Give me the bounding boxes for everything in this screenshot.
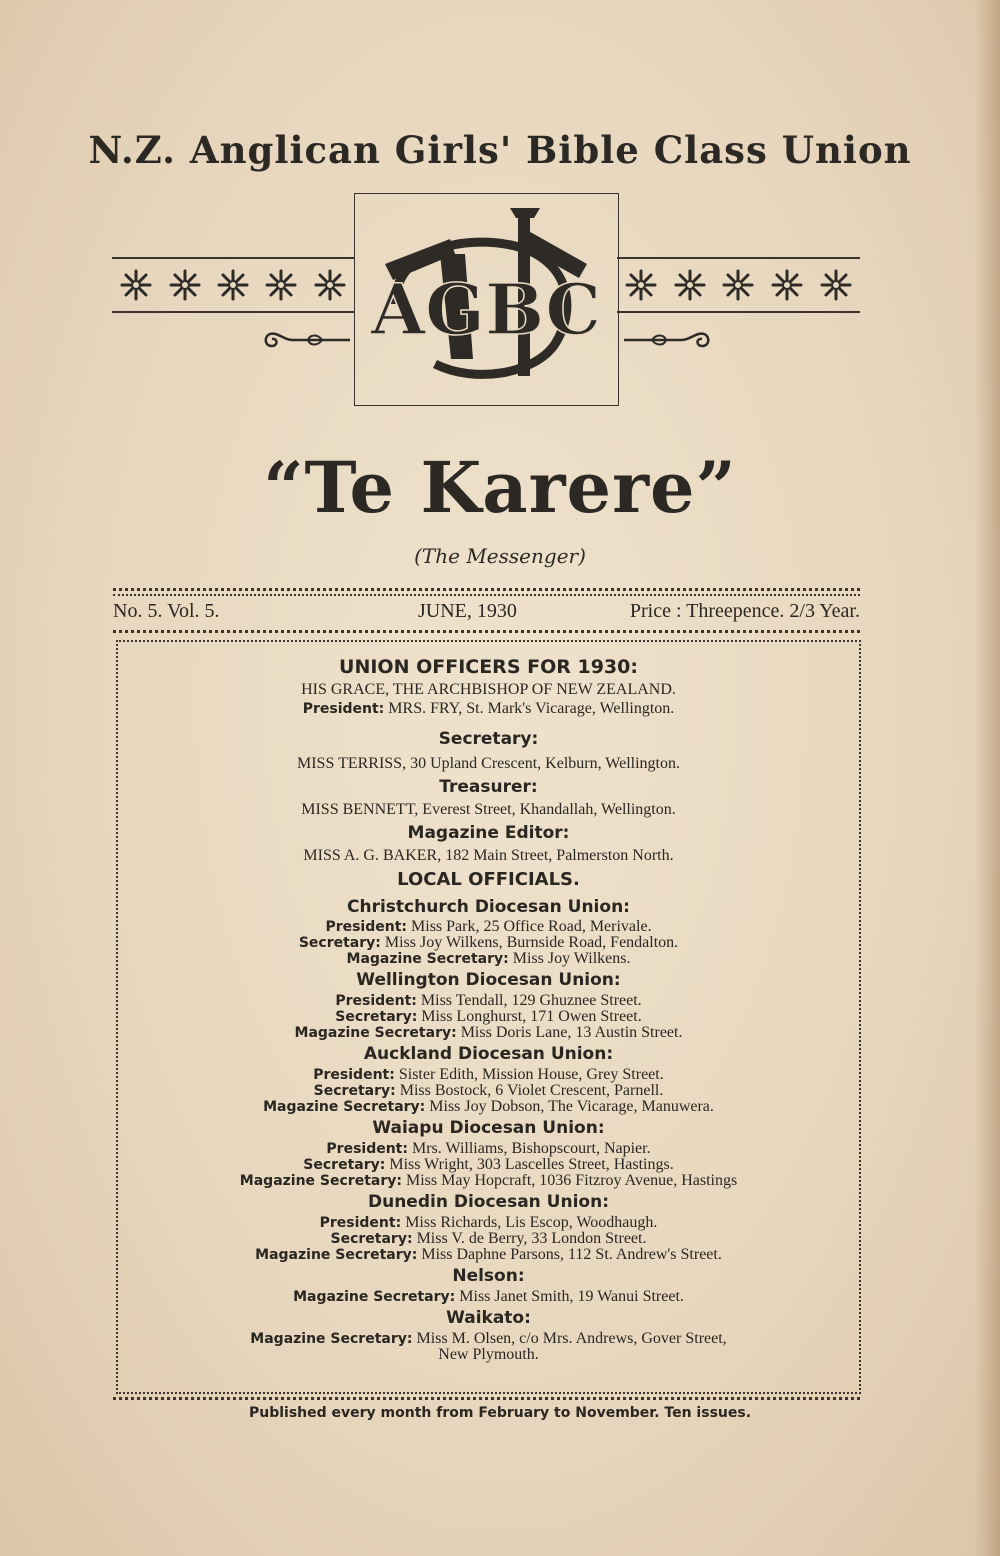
secretary-heading: Secretary: xyxy=(438,729,539,749)
union-line xyxy=(116,993,861,1009)
editor-value: MISS A. G. BAKER, 182 Main Street, Palmerston North. xyxy=(303,847,674,864)
line-value: Miss May Hopcraft, 1036 Fitzroy Avenue, Hastings xyxy=(405,1172,738,1189)
line-value: Miss V. de Berry, 33 London Street. xyxy=(416,1230,647,1247)
secretary-value: MISS TERRISS, 30 Upland Crescent, Kelburn, Wellington. xyxy=(297,755,680,772)
union-block xyxy=(116,1189,861,1263)
union-line xyxy=(116,1067,861,1083)
line-value: Miss Bostock, 6 Violet Crescent, Parnell. xyxy=(399,1082,664,1099)
issue-price: Price : Threepence. 2/3 Year. xyxy=(629,600,860,622)
officers-list xyxy=(116,654,861,1363)
local-officials-heading: LOCAL OFFICIALS. xyxy=(397,869,580,890)
union-line xyxy=(116,1141,861,1157)
magazine-title: “Te Karere” xyxy=(263,446,737,529)
line-label: President: xyxy=(302,701,385,717)
union-monogram-icon xyxy=(355,194,618,405)
union-name: Dunedin Diocesan Union: xyxy=(367,1192,609,1212)
line-label: Secretary: xyxy=(330,1231,413,1247)
line-label: President: xyxy=(335,993,417,1009)
union-monogram-frame xyxy=(354,193,619,406)
line-label: Secretary: xyxy=(335,1009,418,1025)
dotted-rule-top xyxy=(113,588,860,591)
union-line xyxy=(116,1025,861,1041)
flower-ornament-icon xyxy=(721,268,755,302)
line-label: Magazine Secretary: xyxy=(263,1099,426,1115)
line-value: Miss M. Olsen, c/o Mrs. Andrews, Gover Street, xyxy=(416,1330,727,1347)
union-line xyxy=(116,1009,861,1025)
flower-ornament-icon xyxy=(313,268,347,302)
line-label: Magazine Secretary: xyxy=(293,1289,456,1305)
line-value: Miss Richards, Lis Escop, Woodhaugh. xyxy=(405,1214,658,1231)
union-line xyxy=(116,1289,861,1305)
masthead-title: N.Z. Anglican Girls' Bible Class Union xyxy=(88,128,912,172)
union-line xyxy=(116,1231,861,1247)
left-star-row xyxy=(112,259,354,311)
union-name: Waiapu Diocesan Union: xyxy=(372,1118,605,1138)
line-value: Miss Janet Smith, 19 Wanui Street. xyxy=(459,1288,684,1305)
monogram-letters: AGBC xyxy=(370,268,602,351)
union-line xyxy=(116,1157,861,1173)
line-label: President: xyxy=(319,1215,402,1231)
union-name: Waikato: xyxy=(446,1308,531,1328)
union-line xyxy=(116,1331,861,1347)
union-line xyxy=(116,919,861,935)
flower-ornament-icon xyxy=(264,268,298,302)
treasurer-heading: Treasurer: xyxy=(439,777,538,797)
line-label: President: xyxy=(325,919,408,935)
union-line xyxy=(116,951,861,967)
union-line xyxy=(116,1215,861,1231)
dotted-rule-top-inner xyxy=(113,594,860,596)
line-label: Magazine Secretary: xyxy=(250,1331,413,1347)
union-name: Nelson: xyxy=(452,1266,525,1286)
union-name: Auckland Diocesan Union: xyxy=(363,1044,614,1064)
officers-patron: HIS GRACE, THE ARCHBISHOP OF NEW ZEALAND. xyxy=(301,681,676,698)
union-block xyxy=(116,967,861,1041)
dotted-rule-mid xyxy=(113,630,860,633)
officers-president xyxy=(116,699,861,719)
line-label: President: xyxy=(313,1067,395,1083)
line-value: Miss Park, 25 Office Road, Merivale. xyxy=(411,918,652,935)
union-block xyxy=(116,1041,861,1115)
line-value: Miss Longhurst, 171 Owen Street. xyxy=(421,1008,642,1025)
line-value: Miss Joy Wilkens, Burnside Road, Fendalton. xyxy=(384,934,679,951)
union-block xyxy=(116,1305,861,1363)
union-line xyxy=(116,1347,861,1363)
line-value: Miss Wright, 303 Lascelles Street, Hastings. xyxy=(389,1156,674,1173)
publication-note: Published every month from February to November. Ten issues. xyxy=(248,1405,752,1421)
line-value: MRS. FRY, St. Mark's Vicarage, Wellington. xyxy=(388,700,675,717)
flower-ornament-icon xyxy=(770,268,804,302)
union-line xyxy=(116,1083,861,1099)
line-value: Mrs. Williams, Bishopscourt, Napier. xyxy=(411,1140,651,1157)
officers-heading: UNION OFFICERS FOR 1930: xyxy=(339,656,638,678)
line-label: Secretary: xyxy=(298,935,381,951)
issue-number: No. 5. Vol. 5. xyxy=(113,600,220,622)
union-block xyxy=(116,1263,861,1305)
editor-heading: Magazine Editor: xyxy=(407,823,570,843)
union-name: Wellington Diocesan Union: xyxy=(356,970,621,990)
left-scroll-flourish-icon xyxy=(262,324,352,356)
issue-date: JUNE, 1930 xyxy=(418,600,517,622)
union-line xyxy=(116,935,861,951)
line-label: Magazine Secretary: xyxy=(346,951,509,967)
magazine-subtitle: (The Messenger) xyxy=(414,544,586,568)
right-scroll-flourish-icon xyxy=(622,324,712,356)
union-line xyxy=(116,1247,861,1263)
line-label: Secretary: xyxy=(313,1083,396,1099)
flower-ornament-icon xyxy=(624,268,658,302)
line-value: Sister Edith, Mission House, Grey Street. xyxy=(398,1066,664,1083)
line-label: President: xyxy=(326,1141,408,1157)
flower-ornament-icon xyxy=(819,268,853,302)
line-value: Miss Joy Dobson, The Vicarage, Manuwera. xyxy=(429,1098,714,1115)
flower-ornament-icon xyxy=(673,268,707,302)
union-line xyxy=(116,1173,861,1189)
flower-ornament-icon xyxy=(168,268,202,302)
line-label: Magazine Secretary: xyxy=(255,1247,418,1263)
line-label: Magazine Secretary: xyxy=(239,1173,402,1189)
left-ornament-band xyxy=(112,257,354,313)
union-name: Christchurch Diocesan Union: xyxy=(347,897,630,917)
paper-edge-shadow xyxy=(974,0,1000,1556)
union-block xyxy=(116,1115,861,1189)
treasurer-value: MISS BENNETT, Everest Street, Khandallah, Wellington. xyxy=(301,801,676,818)
line-label: Magazine Secretary: xyxy=(294,1025,457,1041)
right-star-row xyxy=(617,259,860,311)
union-block xyxy=(116,895,861,967)
union-line xyxy=(116,1099,861,1115)
line-value: Miss Joy Wilkens. xyxy=(512,950,631,967)
line-value: Miss Doris Lane, 13 Austin Street. xyxy=(460,1024,683,1041)
line-value: Miss Tendall, 129 Ghuznee Street. xyxy=(420,992,642,1009)
dotted-rule-bottom xyxy=(113,1397,860,1400)
flower-ornament-icon xyxy=(119,268,153,302)
line-label: Secretary: xyxy=(303,1157,386,1173)
flower-ornament-icon xyxy=(216,268,250,302)
line-value: Miss Daphne Parsons, 112 St. Andrew's Street. xyxy=(421,1246,722,1263)
line-value: New Plymouth. xyxy=(438,1346,539,1363)
right-ornament-band xyxy=(617,257,860,313)
